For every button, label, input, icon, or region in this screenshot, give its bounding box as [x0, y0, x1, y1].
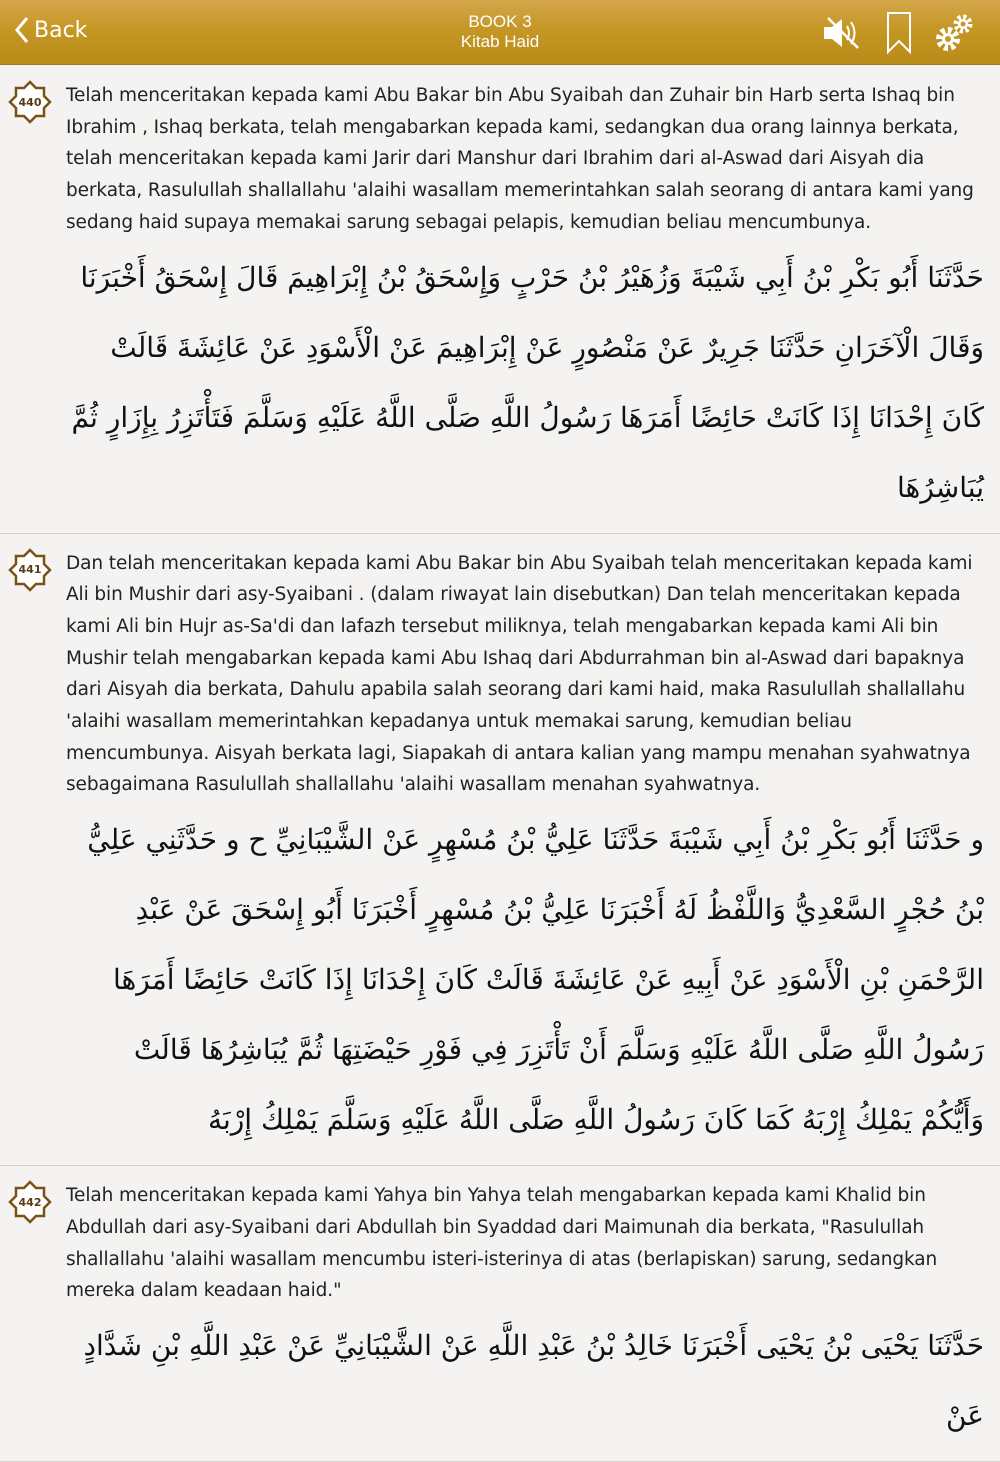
- hadith-arabic: و حَدَّثَنَا أَبُو بَكْرِ بْنُ أَبِي شَيْبَةَ حَدَّثَنَا عَلِيُّ بْنُ مُسْهِرٍ عَنْ الشَّيْبَانِيِّ ح و حَدَّثَنِي عَلِيُّ بْنُ حُجْرٍ السَّعْدِيُّ وَاللَّفْظُ لَهُ أَخْبَرَنَا عَلِيُّ بْنُ مُسْهِرٍ أَخْبَرَنَا أَبُو إِسْحَقَ عَنْ عَبْدِ الرَّحْمَنِ بْنِ الْأَسْوَدِ عَنْ أَبِيهِ عَنْ عَائِشَةَ قَالَتْ كَانَ إِحْدَانَا إِذَا كَانَتْ حَائِضًا أَمَرَهَا رَسُولُ اللَّهِ صَلَّى اللَّهُ عَلَيْهِ وَسَلَّمَ أَنْ تَأْتَزِرَ فِي فَوْرِ حَيْضَتِهَا ثُمَّ يُبَاشِرُهَا قَالَتْ وَأَيُّكُمْ يَمْلِكُ إِرْبَهُ كَمَا كَانَ رَسُولُ اللَّهِ صَلَّى اللَّهُ عَلَيْهِ وَسَلَّمَ يَمْلِكُ إِرْبَهُ: [87, 823, 984, 1137]
- hadith-arabic: حَدَّثَنَا يَحْيَى بْنُ يَحْيَى أَخْبَرَنَا خَالِدُ بْنُ عَبْدِ اللَّهِ عَنْ الشَّيْبَانِيِّ عَنْ عَبْدِ اللَّهِ بْنِ شَدَّادٍ عَنْ: [83, 1328, 984, 1432]
- hadith-number-badge: 442: [8, 1180, 52, 1224]
- hadith-item: [0, 1166, 1000, 1462]
- hadith-translation: Telah menceritakan kepada kami Yahya bin Yahya telah mengabarkan kepada kami Khalid bin Abdullah dari asy-Syaibani dari Abdullah bin Syaddad dari Maimunah dia berkata, "Rasulullah shallallahu 'alaihi wasallam mencumbu isteri-isterinya di atas (berlapiskan) sarung, sedangkan mereka dalam keadaan haid.": [66, 1185, 938, 1302]
- hadith-item: [0, 66, 1000, 534]
- bookmark-icon[interactable]: [886, 12, 912, 54]
- settings-gears-icon[interactable]: [934, 13, 974, 53]
- back-label: Back: [34, 17, 88, 43]
- mute-icon[interactable]: [822, 16, 864, 50]
- hadith-number-badge: 441: [8, 548, 52, 592]
- hadith-translation: Telah menceritakan kepada kami Abu Bakar bin Abu Syaibah dan Zuhair bin Harb serta Ishaq bin Ibrahim , Ishaq berkata, telah mengabarkan kepada kami, sedangkan dua orang lainnya berkata, telah menceritakan kepada kami Jarir dari Manshur dari Ibrahim dari al-Aswad dari Aisyah dia berkata, Rasulullah shallallahu 'alaihi wasallam memerintahkan salah seorang di antara kami yang sedang haid supaya memakai sarung sebagai pelapis, kemudian beliau mencumbunya.: [66, 85, 974, 233]
- hadith-arabic: حَدَّثَنَا أَبُو بَكْرِ بْنُ أَبِي شَيْبَةَ وَزُهَيْرُ بْنُ حَرْبٍ وَإِسْحَقُ بْنُ إِبْرَاهِيمَ قَالَ إِسْحَقُ أَخْبَرَنَا وَقَالَ الْآخَرَانِ حَدَّثَنَا جَرِيرٌ عَنْ مَنْصُورٍ عَنْ إِبْرَاهِيمَ عَنْ الْأَسْوَدِ عَنْ عَائِشَةَ قَالَتْ كَانَ إِحْدَانَا إِذَا كَانَتْ حَائِضًا أَمَرَهَا رَسُولُ اللَّهِ صَلَّى اللَّهُ عَلَيْهِ وَسَلَّمَ فَتَأْتَزِرُ بِإِزَارٍ ثُمَّ يُبَاشِرُهَا: [71, 260, 984, 504]
- hadith-translation: Dan telah menceritakan kepada kami Abu Bakar bin Abu Syaibah telah menceritakan kepada kami Ali bin Mushir dari asy-Syaibani . (dalam riwayat lain disebutkan) Dan telah menceritakan kepada kami Ali bin Hujr as-Sa'di dan lafazh tersebut miliknya, telah mengabarkan kepada kami Ali bin Mushir telah mengabarkan kepada kami Abu Ishaq dari Abdurrahman bin al-Aswad dari bapaknya dari Aisyah dia berkata, Dahulu apabila salah seorang dari kami haid, maka Rasulullah shallallahu 'alaihi wasallam memerintahkan kepadanya untuk memakai sarung, kemudian beliau mencumbunya. Aisyah berkata lagi, Siapakah di antara kalian yang mampu menahan syahwatnya sebagaimana Rasulullah shallallahu 'alaihi wasallam menahan syahwatnya.: [66, 552, 973, 796]
- hadith-list[interactable]: [0, 66, 1000, 1462]
- book-label: BOOK 3: [468, 12, 532, 31]
- nav-bar: [0, 0, 1000, 65]
- hadith-item: [0, 534, 1000, 1167]
- chapter-label: Kitab Haid: [460, 32, 540, 51]
- hadith-number-badge: 440: [8, 80, 52, 124]
